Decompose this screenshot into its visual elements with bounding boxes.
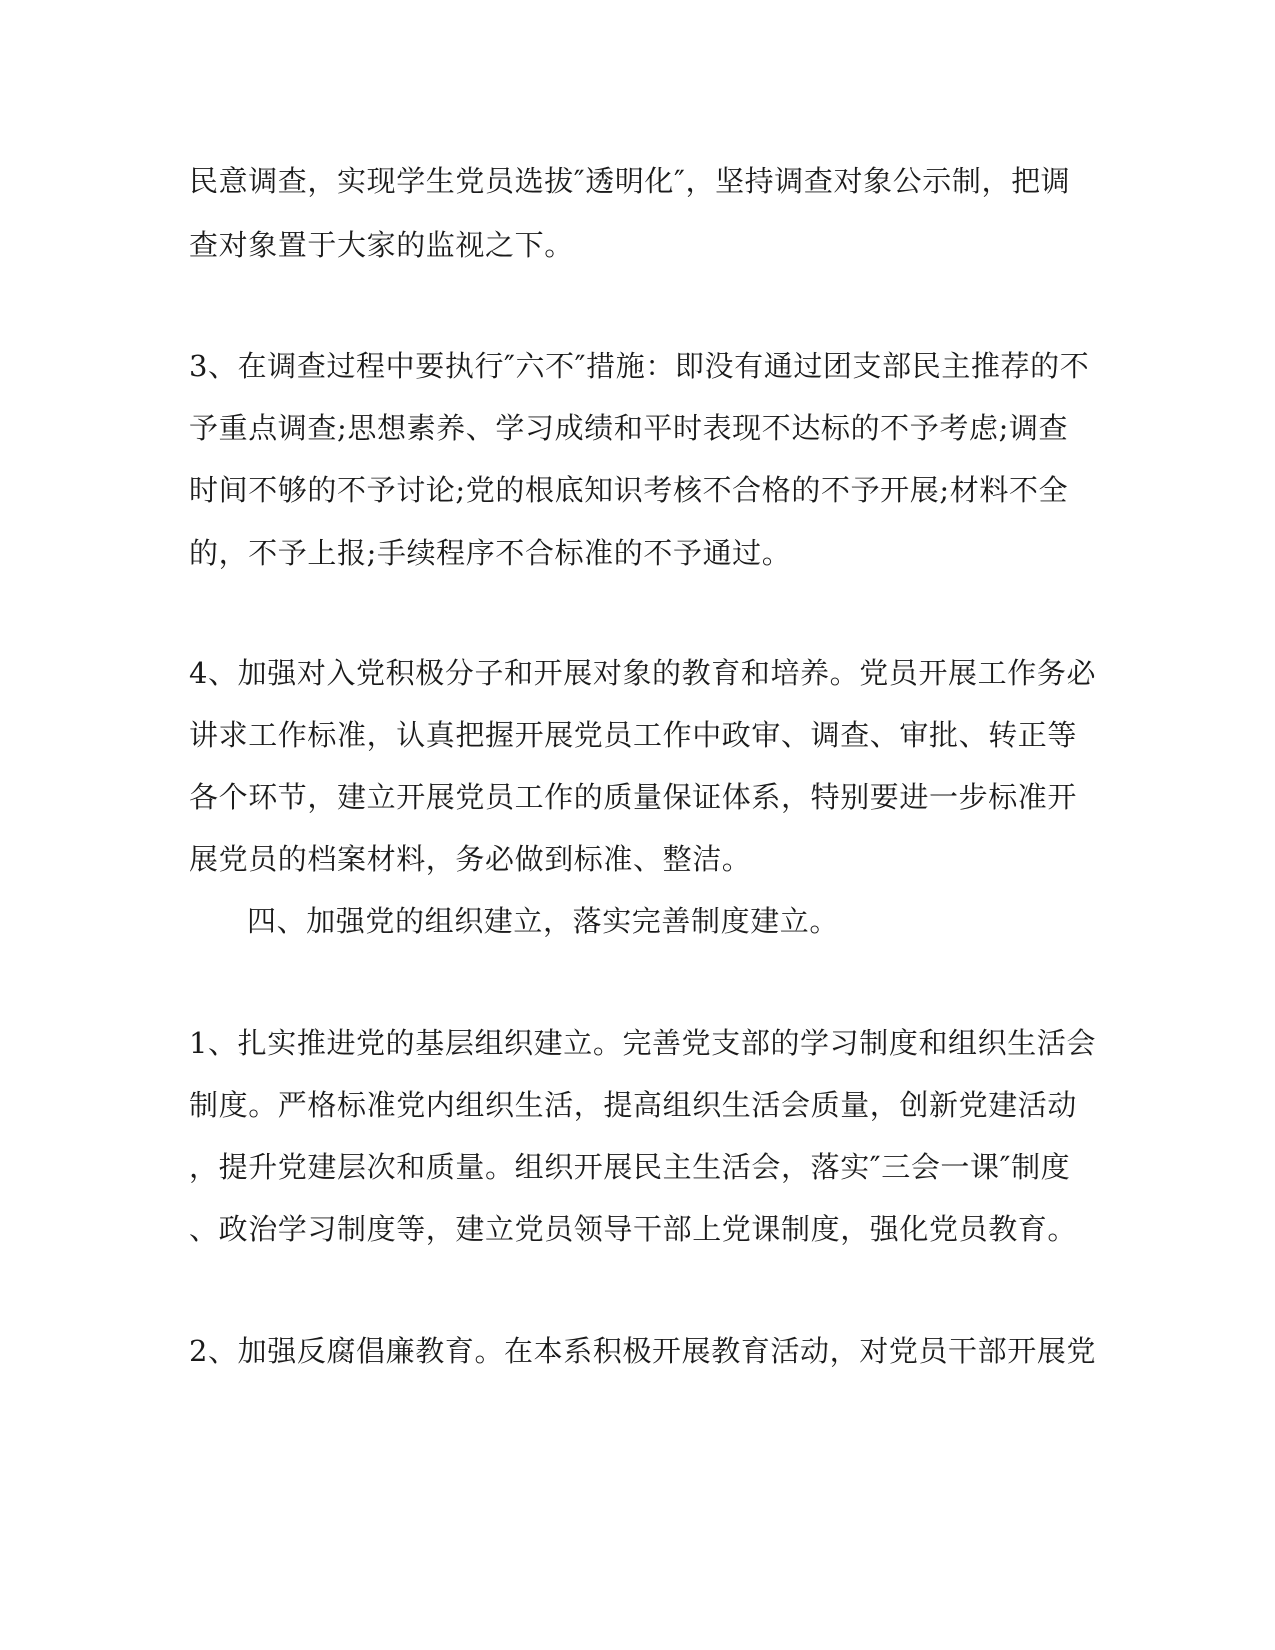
paragraph-line: 2、加强反腐倡廉教育。在本系积极开展教育活动，对党员干部开展党 [189, 1334, 1097, 1368]
paragraph-line: 民意调查，实现学生党员选拔″透明化″，坚持调查对象公示制，把调 [189, 164, 1071, 198]
paragraph-line: 讲求工作标准，认真把握开展党员工作中政审、调查、审批、转正等 [189, 718, 1078, 752]
paragraph-line: 时间不够的不予讨论;党的根底知识考核不合格的不予开展;材料不全 [189, 473, 1069, 507]
paragraph-line: 制度。严格标准党内组织生活，提高组织生活会质量，创新党建活动 [189, 1088, 1078, 1122]
section-heading: 四、加强党的组织建立，落实完善制度建立。 [247, 904, 840, 938]
paragraph-line: 各个环节，建立开展党员工作的质量保证体系，特别要进一步标准开 [189, 780, 1078, 814]
paragraph-line: 予重点调查;思想素养、学习成绩和平时表现不达标的不予考虑;调查 [189, 411, 1069, 445]
paragraph-line: 查对象置于大家的监视之下。 [189, 228, 574, 262]
paragraph-line: ，提升党建层次和质量。组织开展民主生活会，落实″三会一课″制度 [189, 1150, 1071, 1184]
paragraph-line: 1、扎实推进党的基层组织建立。完善党支部的学习制度和组织生活会 [189, 1026, 1097, 1060]
paragraph-line: 的，不予上报;手续程序不合标准的不予通过。 [189, 536, 792, 570]
paragraph-line: 展党员的档案材料，务必做到标准、整洁。 [189, 842, 752, 876]
paragraph-line: 4、加强对入党积极分子和开展对象的教育和培养。党员开展工作务必 [189, 656, 1097, 690]
paragraph-line: 、政治学习制度等，建立党员领导干部上党课制度，强化党员教育。 [189, 1212, 1078, 1246]
paragraph-line: 3、在调查过程中要执行″六不″措施：即没有通过团支部民主推荐的不 [189, 349, 1090, 383]
